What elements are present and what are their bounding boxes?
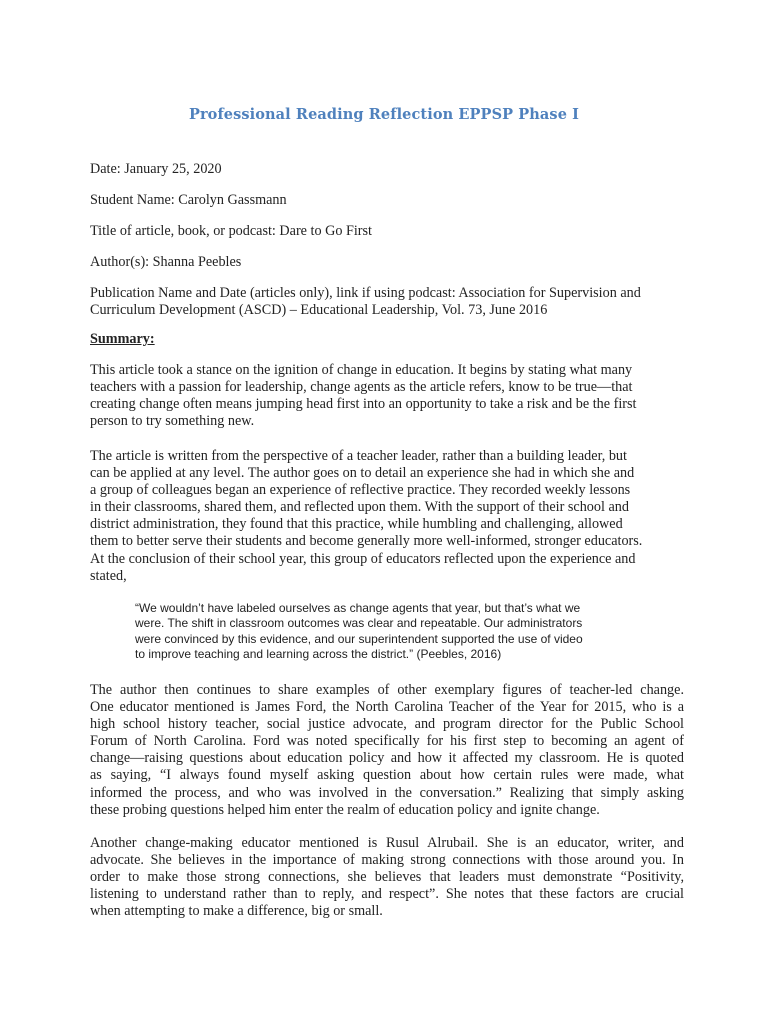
student-name-field: Student Name: Carolyn Gassmann xyxy=(90,192,287,208)
title-of-article-field: Title of article, book, or podcast: Dare to Go First xyxy=(90,223,372,239)
paragraph-line: Forum of North Carolina. Ford was noted specifically for his first step to becoming an agent of xyxy=(90,733,684,750)
paragraph-line: person to try something new. xyxy=(90,413,255,430)
paragraph-line: This article took a stance on the ignition of change in education. It begins by stating what many xyxy=(90,362,633,378)
paragraph-line: in their classrooms, shared them, and reflected upon them. With the support of their school and xyxy=(90,499,629,516)
paragraph-line: change—raising questions about education policy and how it affected my classroom. He is quoted xyxy=(90,750,684,767)
paragraph-line: The author then continues to share examples of other exemplary figures of teacher-led change. xyxy=(90,682,684,698)
paragraph-line: listening to understand rather than to reply, and respect”. She notes that these factors are crucial xyxy=(90,886,684,903)
authors-field: Author(s): Shanna Peebles xyxy=(90,254,242,270)
paragraph-line: The article is written from the perspective of a teacher leader, rather than a building leader, but xyxy=(90,448,627,464)
paragraph-line: One educator mentioned is James Ford, the North Carolina Teacher of the Year for 2015, who is a xyxy=(90,699,684,716)
paragraph-line: informed the process, and who was involved in the conversation.” Realizing that simply asking xyxy=(90,784,684,801)
quote-line: to improve teaching and learning across the district.” (Peebles, 2016) xyxy=(135,646,502,661)
paragraph-line: them to better serve their students and become generally more well-informed, stronger educators. xyxy=(90,533,643,550)
paragraph-line: stated, xyxy=(90,567,127,584)
summary-heading: Summary: xyxy=(90,331,155,347)
paragraph-line: order to make those strong connections, she believes that leaders must demonstrate “Positivity, xyxy=(90,869,684,886)
paragraph-line: when attempting to make a difference, big or small. xyxy=(90,903,383,920)
paragraph-line: a group of colleagues began an experience of reflective practice. They recorded weekly lessons xyxy=(90,482,631,499)
paragraph-line: teachers with a passion for leadership, change agents as the article refers, know to be true—that xyxy=(90,379,633,396)
quote-line: were. The shift in classroom outcomes was clear and repeatable. Our administrators xyxy=(135,616,583,631)
paragraph-line: high school history teacher, social justice advocate, and program director for the Public School xyxy=(90,716,684,733)
paragraph-3 xyxy=(90,682,684,819)
block-quote xyxy=(135,601,615,662)
paragraph-line: creating change often means jumping head first into an opportunity to take a risk and be the first xyxy=(90,396,637,413)
paragraph-line: as saying, “I always found myself asking question about how certain rules were made, what xyxy=(90,767,684,784)
publication-field-line-2: Curriculum Development (ASCD) – Educational Leadership, Vol. 73, June 2016 xyxy=(90,302,548,318)
publication-field-line-1: Publication Name and Date (articles only), link if using podcast: Association for Supervision and xyxy=(90,285,641,301)
paragraph-line: district administration, they found that this practice, while humbling and challenging, allowed xyxy=(90,516,623,533)
paragraph-1 xyxy=(90,362,684,430)
paragraph-line: Another change-making educator mentioned is Rusul Alrubail. She is an educator, writer, and xyxy=(90,835,684,851)
paragraph-4 xyxy=(90,835,684,920)
paragraph-line: At the conclusion of their school year, this group of educators reflected upon the experience and xyxy=(90,550,636,567)
date-field: Date: January 25, 2020 xyxy=(90,161,222,177)
paragraph-2 xyxy=(90,448,684,585)
paragraph-line: advocate. She believes in the importance of making strong connections with those around you. In xyxy=(90,852,684,869)
quote-line: “We wouldn’t have labeled ourselves as change agents that year, but that’s what we xyxy=(135,601,581,615)
paragraph-line: can be applied at any level. The author goes on to detail an experience she had in which she and xyxy=(90,465,635,482)
quote-line: were convinced by this evidence, and our superintendent supported the use of video xyxy=(135,631,583,646)
paragraph-line: these probing questions helped him enter the realm of education policy and ignite change. xyxy=(90,801,600,818)
document-title: Professional Reading Reflection EPPSP Phase I xyxy=(188,106,580,123)
